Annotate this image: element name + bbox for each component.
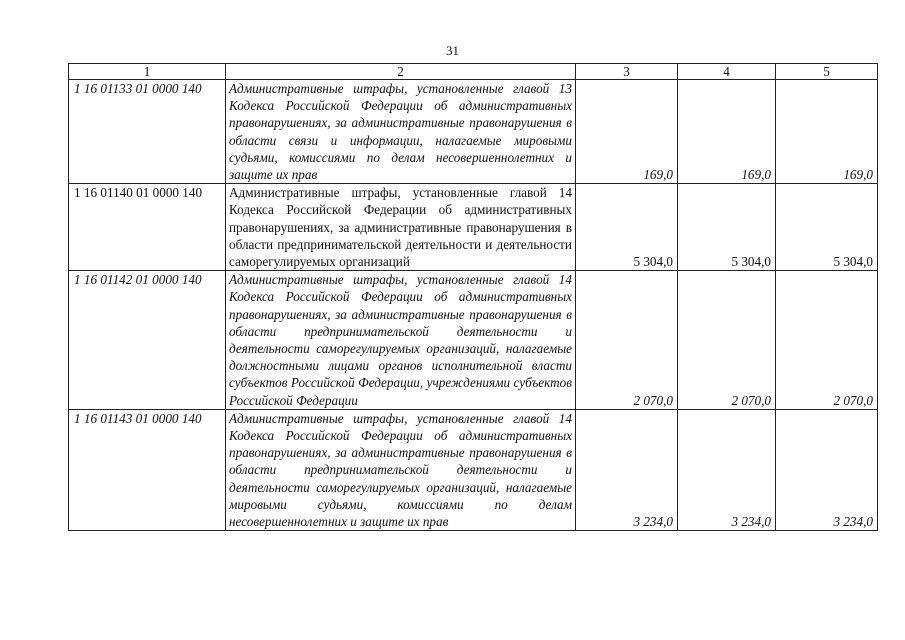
column-header-4: 4 bbox=[678, 64, 776, 80]
row-code: 1 16 01133 01 0000 140 bbox=[69, 80, 226, 184]
row-value-3: 169,0 bbox=[576, 80, 678, 184]
table-row bbox=[69, 184, 878, 271]
row-value-3: 2 070,0 bbox=[576, 271, 678, 410]
row-value-5: 169,0 bbox=[776, 80, 878, 184]
column-header-2: 2 bbox=[226, 64, 576, 80]
row-value-4: 169,0 bbox=[678, 80, 776, 184]
row-code: 1 16 01143 01 0000 140 bbox=[69, 409, 226, 530]
row-value-4: 3 234,0 bbox=[678, 409, 776, 530]
row-value-3: 5 304,0 bbox=[576, 184, 678, 271]
table-row bbox=[69, 271, 878, 410]
header-row bbox=[69, 64, 878, 80]
table-row bbox=[69, 409, 878, 530]
column-header-1: 1 bbox=[69, 64, 226, 80]
row-value-4: 2 070,0 bbox=[678, 271, 776, 410]
row-code: 1 16 01142 01 0000 140 bbox=[69, 271, 226, 410]
row-description: Административные штрафы, установленные главой 14 Кодекса Российской Федерации об административных правонарушениях, за административные правонарушения в области предпринимательской деятельности и деятельности саморегулируемых организаций bbox=[226, 184, 576, 271]
table-row bbox=[69, 80, 878, 184]
row-value-5: 2 070,0 bbox=[776, 271, 878, 410]
row-value-3: 3 234,0 bbox=[576, 409, 678, 530]
row-description: Административные штрафы, установленные главой 13 Кодекса Российской Федерации об административных правонарушениях, за административные правонарушения в области связи и информации, налагаемые мировыми судьями, комиссиями по делам несовершеннолетних и защите их прав bbox=[226, 80, 576, 184]
column-header-5: 5 bbox=[776, 64, 878, 80]
row-value-4: 5 304,0 bbox=[678, 184, 776, 271]
page-number: 31 bbox=[446, 43, 459, 58]
budget-table bbox=[68, 63, 878, 531]
row-value-5: 3 234,0 bbox=[776, 409, 878, 530]
row-description: Административные штрафы, установленные главой 14 Кодекса Российской Федерации об административных правонарушениях, за административные правонарушения в области предпринимательской деятельности и деятельности саморегулируемых организаций, налагаемые должностными лицами органов исполнительной власти субъектов Российской Федерации, учреждениями субъектов Российской Федерации bbox=[226, 271, 576, 410]
row-value-5: 5 304,0 bbox=[776, 184, 878, 271]
row-description: Административные штрафы, установленные главой 14 Кодекса Российской Федерации об административных правонарушениях, за административные правонарушения в области предпринимательской деятельности и деятельности саморегулируемых организаций, налагаемые мировыми судьями, комиссиями по делам несовершеннолетних и защите их прав bbox=[226, 409, 576, 530]
row-code: 1 16 01140 01 0000 140 bbox=[69, 184, 226, 271]
column-header-3: 3 bbox=[576, 64, 678, 80]
